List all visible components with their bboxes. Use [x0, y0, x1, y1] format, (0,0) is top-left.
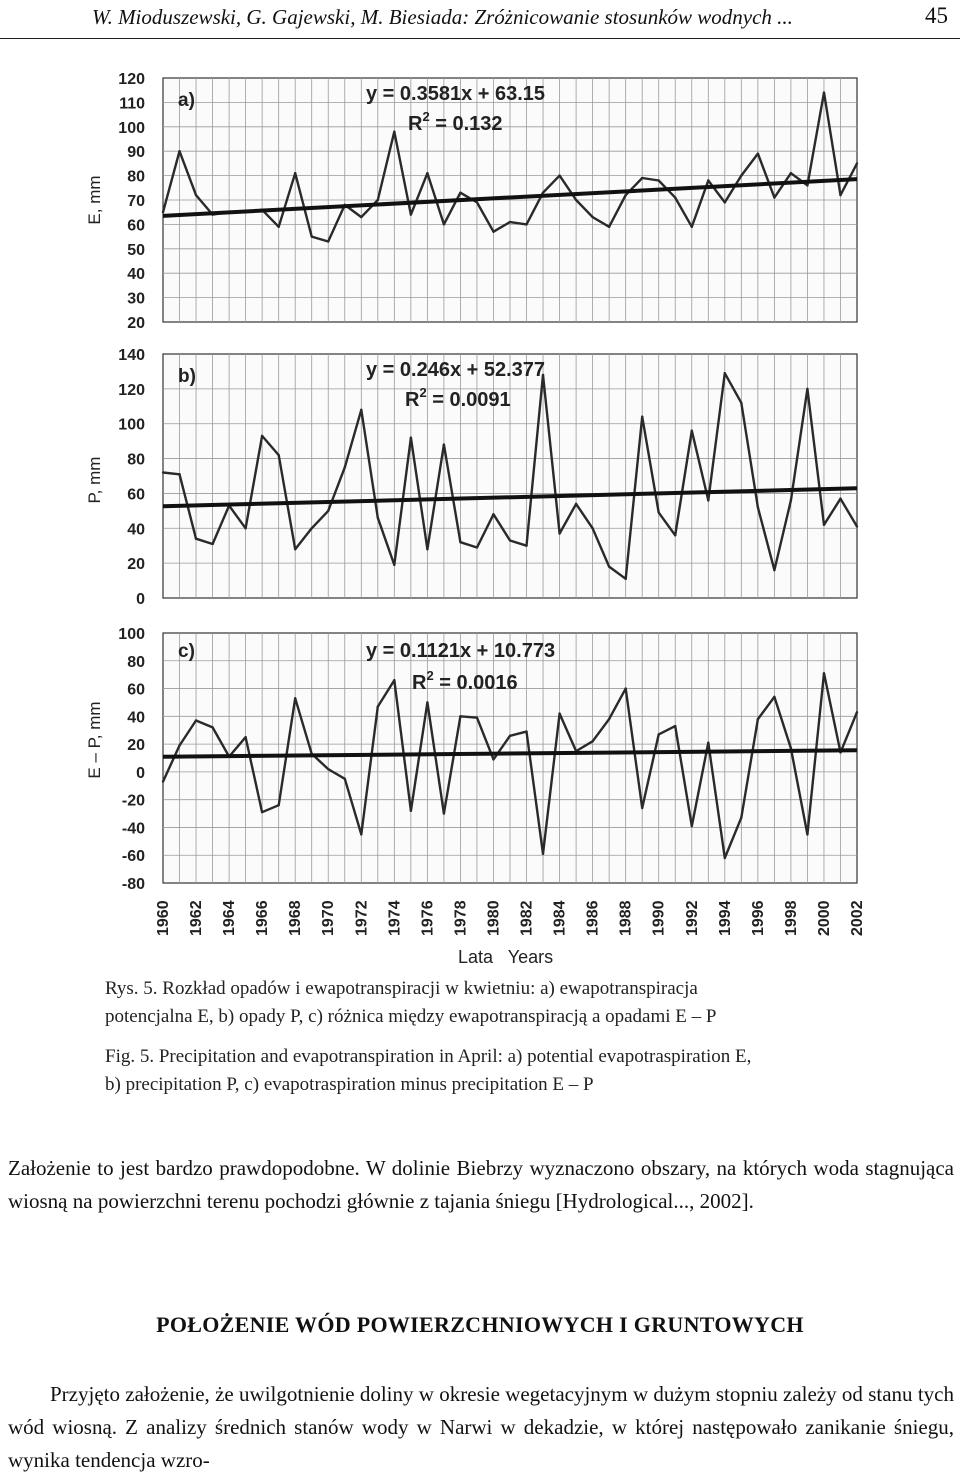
r-squared-label: $R^2 = 0.132$: [408, 109, 503, 135]
data-point: [674, 725, 676, 727]
y-tick-label: -20: [121, 792, 145, 810]
x-tick-label: 1970: [320, 900, 338, 936]
data-point: [476, 201, 478, 203]
x-tick-label: 1960: [155, 900, 172, 936]
x-tick-label: 1978: [452, 900, 470, 936]
data-point: [327, 510, 329, 512]
x-tick-label: 1980: [485, 900, 503, 936]
data-point: [443, 223, 445, 225]
data-point: [261, 435, 263, 437]
data-point: [542, 191, 544, 193]
page-number: 45: [925, 3, 948, 28]
x-tick-label: 1974: [386, 900, 404, 936]
data-point: [492, 758, 494, 760]
data-point: [294, 172, 296, 174]
x-tick-label: 1994: [716, 900, 734, 936]
data-point: [641, 177, 643, 179]
chart-panels: [85, 71, 858, 893]
data-point: [277, 454, 279, 456]
y-tick-label: 140: [118, 347, 145, 364]
data-point: [558, 532, 560, 534]
data-point: [658, 511, 660, 513]
y-tick-label: 80: [127, 451, 145, 469]
data-point: [790, 172, 792, 174]
data-point: [674, 196, 676, 198]
data-point: [658, 733, 660, 735]
data-point: [393, 679, 395, 681]
x-tick-label: 1968: [287, 900, 305, 936]
data-point: [757, 152, 759, 154]
data-point: [691, 226, 693, 228]
y-axis-label: E – P, mm: [85, 701, 104, 779]
data-point: [162, 471, 164, 473]
data-point: [492, 513, 494, 515]
data-point: [410, 436, 412, 438]
y-axis-label: P, mm: [85, 456, 104, 504]
data-point: [558, 712, 560, 714]
data-point: [344, 466, 346, 468]
chart-panel-3: [85, 626, 858, 893]
y-axis-label: E, mm: [85, 175, 104, 225]
chart-panel-2: [85, 347, 858, 608]
data-point: [806, 184, 808, 186]
data-point: [641, 416, 643, 418]
y-tick-label: 20: [127, 315, 145, 332]
data-point: [476, 717, 478, 719]
data-point: [377, 199, 379, 201]
data-point: [575, 199, 577, 201]
data-point: [327, 240, 329, 242]
x-tick-label: 1972: [353, 900, 371, 936]
data-point: [641, 807, 643, 809]
data-point: [410, 213, 412, 215]
data-point: [740, 817, 742, 819]
y-tick-label: 40: [127, 266, 145, 284]
data-point: [724, 201, 726, 203]
data-point: [195, 719, 197, 721]
y-tick-label: 40: [127, 709, 145, 727]
data-point: [443, 443, 445, 445]
data-point: [244, 527, 246, 529]
x-tick-label: 1964: [221, 900, 239, 936]
data-point: [773, 569, 775, 571]
data-point: [658, 179, 660, 181]
caption-polish: [105, 975, 716, 1031]
data-point: [608, 718, 610, 720]
y-tick-label: 50: [127, 241, 145, 259]
body-paragraph-2: Przyjęto założenie, że uwilgotnienie doliny w okresie wegetacyjnym w dużym stopniu zależy od stanu tych wód wiosną. Z analizy średnich stanów wody w Narwi w dekadzie, w której następowało zanikanie śniegu, wynika tendencja wzro-: [8, 1382, 954, 1472]
x-axis-label: Lata Years: [458, 947, 554, 967]
y-tick-label: 40: [127, 521, 145, 539]
running-head: W. Mioduszewski, G. Gajewski, M. Biesiada: Zróżnicowanie stosunków wodnych ...: [92, 5, 793, 29]
section-heading: POŁOŻENIE WÓD POWIERZCHNIOWYCH I GRUNTOWYCH: [156, 1312, 804, 1337]
data-point: [740, 174, 742, 176]
data-point: [294, 548, 296, 550]
y-tick-label: 80: [127, 168, 145, 186]
x-tick-labels: [155, 900, 866, 936]
y-tick-label: -40: [121, 820, 145, 838]
data-point: [393, 130, 395, 132]
trend-equation: y = 0.3581x + 63.15: [366, 83, 546, 105]
data-point: [211, 543, 213, 545]
x-tick-label: 1984: [551, 900, 569, 936]
x-tick-label: 1986: [584, 900, 602, 936]
x-tick-label: 1966: [254, 900, 272, 936]
data-point: [360, 833, 362, 835]
panel-label: c): [178, 641, 195, 662]
y-tick-label: 100: [118, 626, 145, 643]
panel-label: b): [178, 366, 196, 387]
data-point: [211, 726, 213, 728]
data-point: [856, 162, 858, 164]
data-point: [410, 810, 412, 812]
data-point: [525, 223, 527, 225]
data-point: [624, 578, 626, 580]
data-point: [724, 372, 726, 374]
y-tick-label: -80: [121, 876, 145, 893]
data-point: [426, 701, 428, 703]
x-tick-label: 1962: [188, 900, 206, 936]
data-point: [344, 778, 346, 780]
data-point: [525, 545, 527, 547]
data-point: [162, 211, 164, 213]
data-point: [311, 235, 313, 237]
data-point: [509, 735, 511, 737]
data-point: [790, 499, 792, 501]
data-point: [492, 231, 494, 233]
data-point: [393, 564, 395, 566]
y-tick-label: -60: [121, 848, 145, 866]
data-point: [244, 736, 246, 738]
data-point: [558, 174, 560, 176]
caption-polish-line1: Rys. 5. Rozkład opadów i ewapotranspiracji w kwietniu: a) ewapotranspiracja: [105, 978, 698, 999]
data-point: [707, 499, 709, 501]
data-point: [277, 804, 279, 806]
data-point: [360, 216, 362, 218]
y-tick-label: 100: [118, 416, 145, 434]
data-point: [327, 768, 329, 770]
page-header: [0, 0, 960, 39]
data-point: [740, 402, 742, 404]
data-point: [773, 196, 775, 198]
data-point: [624, 687, 626, 689]
y-tick-label: 110: [119, 95, 145, 113]
trend-equation: y = 0.246x + 52.377: [366, 359, 546, 381]
data-point: [823, 524, 825, 526]
y-tick-label: 60: [127, 486, 145, 504]
x-tick-label: 1992: [683, 900, 701, 936]
data-point: [426, 172, 428, 174]
y-tick-label: 70: [127, 193, 145, 210]
data-point: [178, 744, 180, 746]
y-tick-label: 30: [127, 290, 145, 308]
y-tick-label: 20: [127, 556, 145, 574]
data-point: [856, 525, 858, 527]
data-point: [476, 546, 478, 548]
y-tick-label: 0: [136, 764, 145, 782]
data-point: [839, 497, 841, 499]
data-point: [178, 150, 180, 152]
data-point: [691, 429, 693, 431]
data-point: [195, 538, 197, 540]
data-point: [806, 833, 808, 835]
data-point: [459, 541, 461, 543]
data-point: [377, 705, 379, 707]
data-point: [261, 811, 263, 813]
data-point: [459, 715, 461, 717]
caption-english-line2: b) precipitation P, c) evapotraspiration minus precipitation E – P: [105, 1074, 594, 1095]
data-point: [311, 527, 313, 529]
data-point: [525, 730, 527, 732]
x-tick-label: 1996: [749, 900, 767, 936]
caption-english: [105, 1043, 751, 1099]
data-point: [674, 534, 676, 536]
data-point: [773, 696, 775, 698]
r-squared-label: $R^2 = 0.0091$: [405, 385, 511, 411]
data-point: [608, 565, 610, 567]
chart-panel-1: [85, 71, 858, 332]
data-point: [459, 191, 461, 193]
data-point: [724, 857, 726, 859]
data-point: [823, 672, 825, 674]
x-tick-label: 2000: [815, 900, 833, 936]
x-tick-label: 1990: [650, 900, 668, 936]
y-tick-label: 100: [118, 119, 145, 137]
data-point: [426, 548, 428, 550]
data-point: [542, 853, 544, 855]
panel-label: a): [178, 90, 195, 111]
data-point: [591, 527, 593, 529]
data-point: [591, 740, 593, 742]
data-point: [443, 812, 445, 814]
x-tick-label: 1988: [617, 900, 635, 936]
figure-5-charts: [0, 60, 960, 970]
x-tick-label: 1976: [419, 900, 437, 936]
data-point: [360, 409, 362, 411]
y-tick-label: 80: [127, 653, 145, 671]
y-tick-label: 60: [127, 681, 145, 699]
y-tick-label: 90: [127, 144, 145, 162]
x-tick-label: 1998: [782, 900, 800, 936]
data-point: [856, 711, 858, 713]
x-tick-label: 2002: [849, 900, 866, 936]
data-point: [162, 780, 164, 782]
caption-english-line1: Fig. 5. Precipitation and evapotranspiration in April: a) potential evapotraspiration E,: [105, 1046, 752, 1067]
data-point: [757, 506, 759, 508]
data-point: [509, 221, 511, 223]
caption-polish-line2: potencjalna E, b) opady P, c) różnica między ewapotranspiracją a opadami E – P: [105, 1006, 717, 1027]
y-tick-label: 20: [127, 737, 145, 755]
trend-equation: y = 0.1121x + 10.773: [366, 640, 556, 662]
data-point: [757, 718, 759, 720]
data-point: [806, 388, 808, 390]
data-point: [377, 517, 379, 519]
data-point: [823, 91, 825, 93]
y-tick-label: 120: [118, 71, 145, 88]
r-squared-label: $R^2 = 0.0016$: [412, 668, 518, 694]
y-tick-label: 0: [136, 591, 145, 608]
data-point: [178, 473, 180, 475]
data-point: [195, 194, 197, 196]
data-point: [624, 194, 626, 196]
data-point: [277, 226, 279, 228]
data-point: [509, 539, 511, 541]
data-point: [691, 825, 693, 827]
data-point: [575, 503, 577, 505]
data-point: [294, 697, 296, 699]
data-point: [591, 216, 593, 218]
data-point: [608, 226, 610, 228]
data-point: [839, 194, 841, 196]
body-paragraph-1: Założenie to jest bardzo prawdopodobne. W dolinie Biebrzy wyznaczono obszary, na których woda stagnująca wiosną na powierzchni terenu pochodzi głównie z tajania śniegu [Hydrological..., 2002].: [8, 1156, 954, 1213]
data-point: [707, 742, 709, 744]
x-tick-label: 1982: [518, 900, 536, 936]
y-tick-label: 120: [118, 381, 145, 399]
y-tick-label: 60: [127, 217, 145, 235]
data-point: [707, 179, 709, 181]
